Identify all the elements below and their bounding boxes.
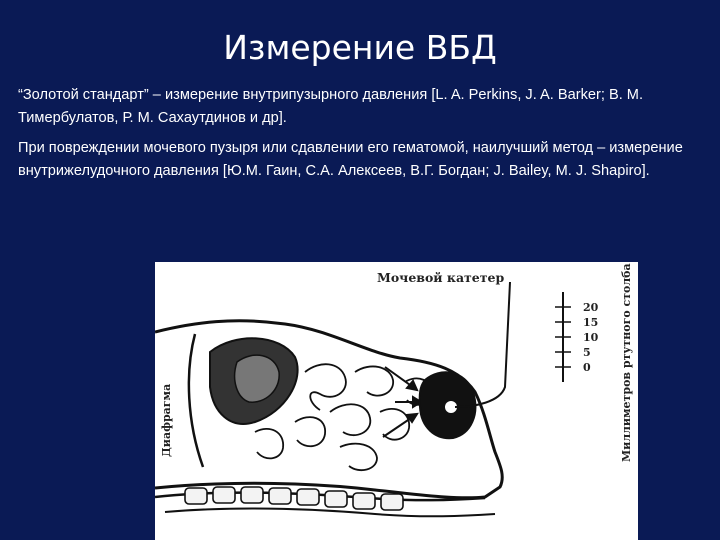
scale-tick-labels — [583, 301, 599, 374]
diaphragm-label: Диафрагма — [160, 383, 173, 457]
scale-axis-label: Миллиметров ртутного столба — [620, 263, 633, 462]
back-line — [165, 508, 495, 516]
scale-tick-0: 0 — [583, 361, 591, 374]
anatomy-diagram-svg — [155, 262, 638, 540]
diaphragm-line — [189, 334, 203, 467]
scale-tick-5: 5 — [583, 346, 591, 359]
catheter-label: Мочевой катетер — [377, 270, 505, 285]
slide-body — [18, 84, 708, 190]
scale-tick-15: 15 — [583, 316, 599, 329]
slide-title: Измерение ВБД — [223, 28, 497, 67]
scale-tick-20: 20 — [583, 301, 599, 314]
paragraph-gastric-method: При повреждении мочевого пузыря или сдавлении его гематомой, наилучший метод – измерение внутрижелудочного давления [Ю.М. Гаин, С.А. Алексеев, В.Г. Богдан; J. Bailey, M. J. Shapiro]. — [18, 140, 683, 179]
scale-tick-10: 10 — [583, 331, 599, 344]
anatomy-illustration — [155, 262, 638, 540]
paragraph-gold-standard: “Золотой стандарт” – измерение внутрипузырного давления [L. A. Perkins, J. A. Barker; В. М. Тимербулатов, Р. М. Сахаутдинов и др]. — [18, 87, 644, 126]
